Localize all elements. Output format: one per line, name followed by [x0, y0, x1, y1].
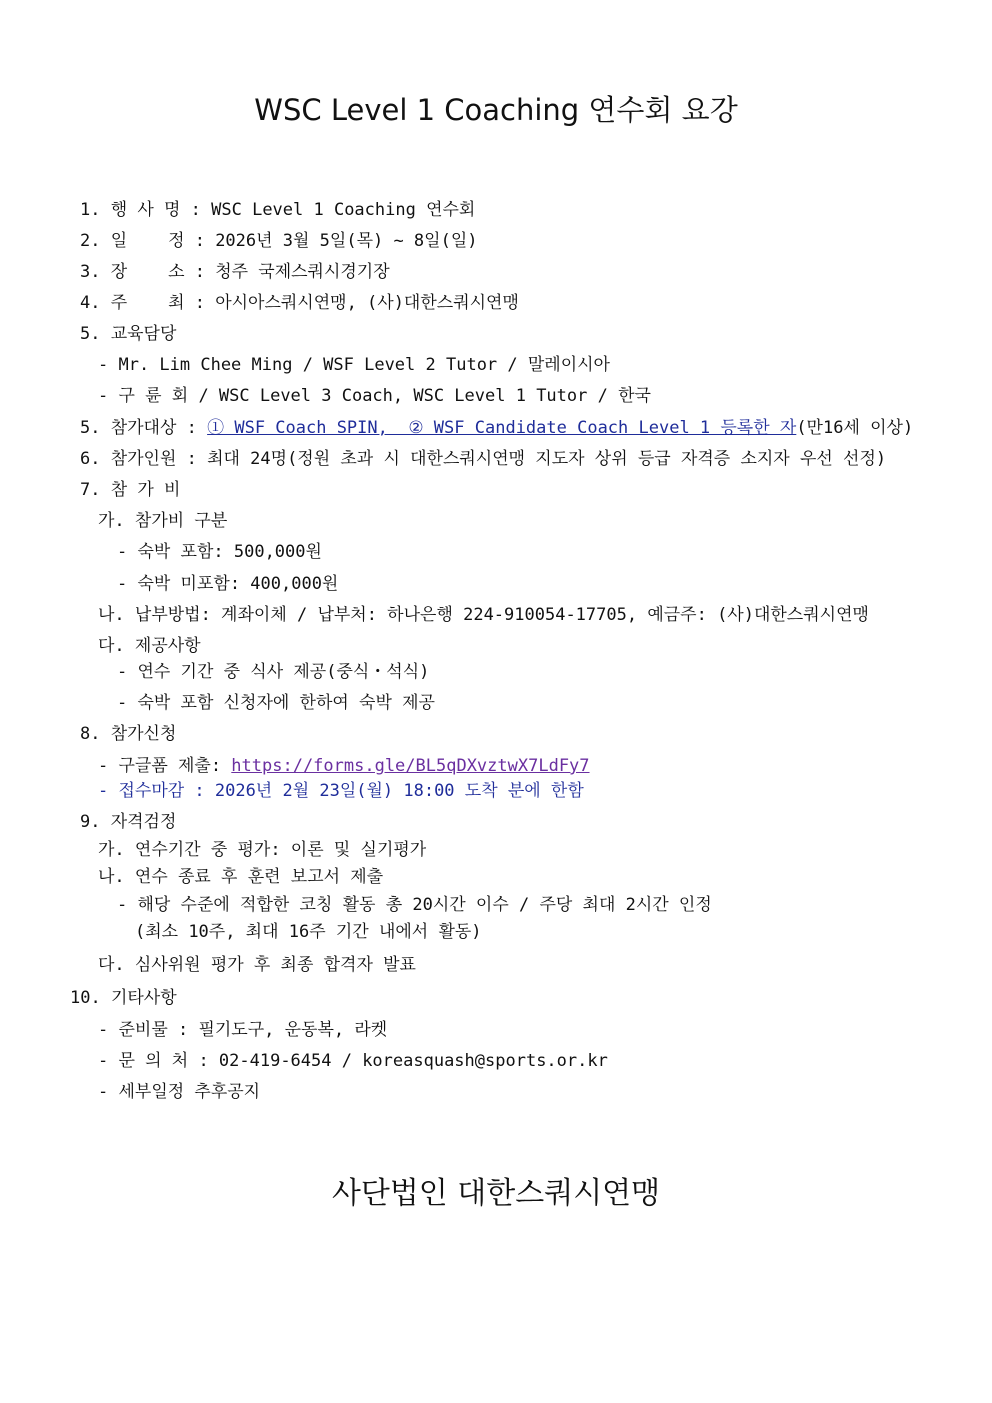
- item-event-name: 1. 행 사 명 : WSC Level 1 Coaching 연수회: [80, 200, 476, 220]
- application-form-label: - 구글폼 제출:: [98, 756, 232, 776]
- certification-evaluation: 가. 연수기간 중 평가: 이론 및 실기평가: [98, 840, 427, 860]
- google-form-link[interactable]: https://forms.gle/BL5qDXvztwX7LdFy7: [231, 756, 590, 776]
- eligibility-highlight: ① WSF Coach SPIN, ② WSF Candidate Coach Level 1 등록한 자: [207, 418, 797, 438]
- instructor-2: - 구 륜 회 / WSC Level 3 Coach, WSC Level 1 Tutor / 한국: [98, 386, 651, 406]
- item-application-heading: 8. 참가신청: [80, 724, 177, 744]
- item-instructors-heading: 5. 교육담당: [80, 324, 177, 344]
- misc-schedule-notice: - 세부일정 추후공지: [98, 1082, 261, 1102]
- item-fee-heading: 7. 참 가 비: [80, 480, 181, 500]
- item-schedule: 2. 일 정 : 2026년 3월 5일(목) ~ 8일(일): [80, 231, 478, 251]
- item-misc-heading: 10. 기타사항: [70, 988, 177, 1008]
- item-eligibility: [80, 417, 913, 439]
- fee-without-lodging: - 숙박 미포함: 400,000원: [117, 574, 339, 594]
- item-certification-heading: 9. 자격검정: [80, 812, 177, 832]
- misc-supplies: - 준비물 : 필기도구, 운동복, 라켓: [98, 1020, 388, 1040]
- item-venue: 3. 장 소 : 청주 국제스쿼시경기장: [80, 262, 390, 282]
- item-capacity: 6. 참가인원 : 최대 24명(정원 초과 시 대한스쿼시연맹 지도자 상위 등급 자격증 소지자 우선 선정): [80, 449, 887, 469]
- provisions-heading: 다. 제공사항: [98, 636, 201, 656]
- document-title: WSC Level 1 Coaching 연수회 요강: [254, 93, 738, 127]
- item-host: 4. 주 최 : 아시아스쿼시연맹, (사)대한스쿼시연맹: [80, 293, 519, 313]
- payment-method: 나. 납부방법: 계좌이체 / 납부처: 하나은행 224-910054-17705, 예금주: (사)대한스쿼시연맹: [98, 605, 869, 625]
- instructor-1: - Mr. Lim Chee Ming / WSF Level 2 Tutor / 말레이시아: [98, 355, 610, 375]
- provision-lodging: - 숙박 포함 신청자에 한하여 숙박 제공: [117, 693, 435, 713]
- provision-meals: - 연수 기간 중 식사 제공(중식・석식): [117, 662, 430, 682]
- misc-contact: - 문 의 처 : 02-419-6454 / koreasquash@sports.or.kr: [98, 1051, 608, 1071]
- fee-category-heading: 가. 참가비 구분: [98, 511, 228, 531]
- coaching-hours: - 해당 수준에 적합한 코칭 활동 총 20시간 이수 / 주당 최대 2시간 인정: [117, 895, 712, 915]
- application-form: [98, 755, 590, 777]
- final-announcement: 다. 심사위원 평가 후 최종 합격자 발표: [98, 955, 416, 975]
- organization-name: 사단법인 대한스쿼시연맹: [331, 1176, 661, 1211]
- application-deadline: - 접수마감 : 2026년 2월 23일(월) 18:00 도착 분에 한함: [98, 781, 584, 801]
- eligibility-label: 5. 참가대상 :: [80, 418, 208, 438]
- eligibility-suffix: (만16세 이상): [796, 418, 914, 438]
- certification-report: 나. 연수 종료 후 훈련 보고서 제출: [98, 867, 384, 887]
- fee-with-lodging: - 숙박 포함: 500,000원: [117, 542, 322, 562]
- coaching-period: (최소 10주, 최대 16주 기간 내에서 활동): [135, 922, 482, 942]
